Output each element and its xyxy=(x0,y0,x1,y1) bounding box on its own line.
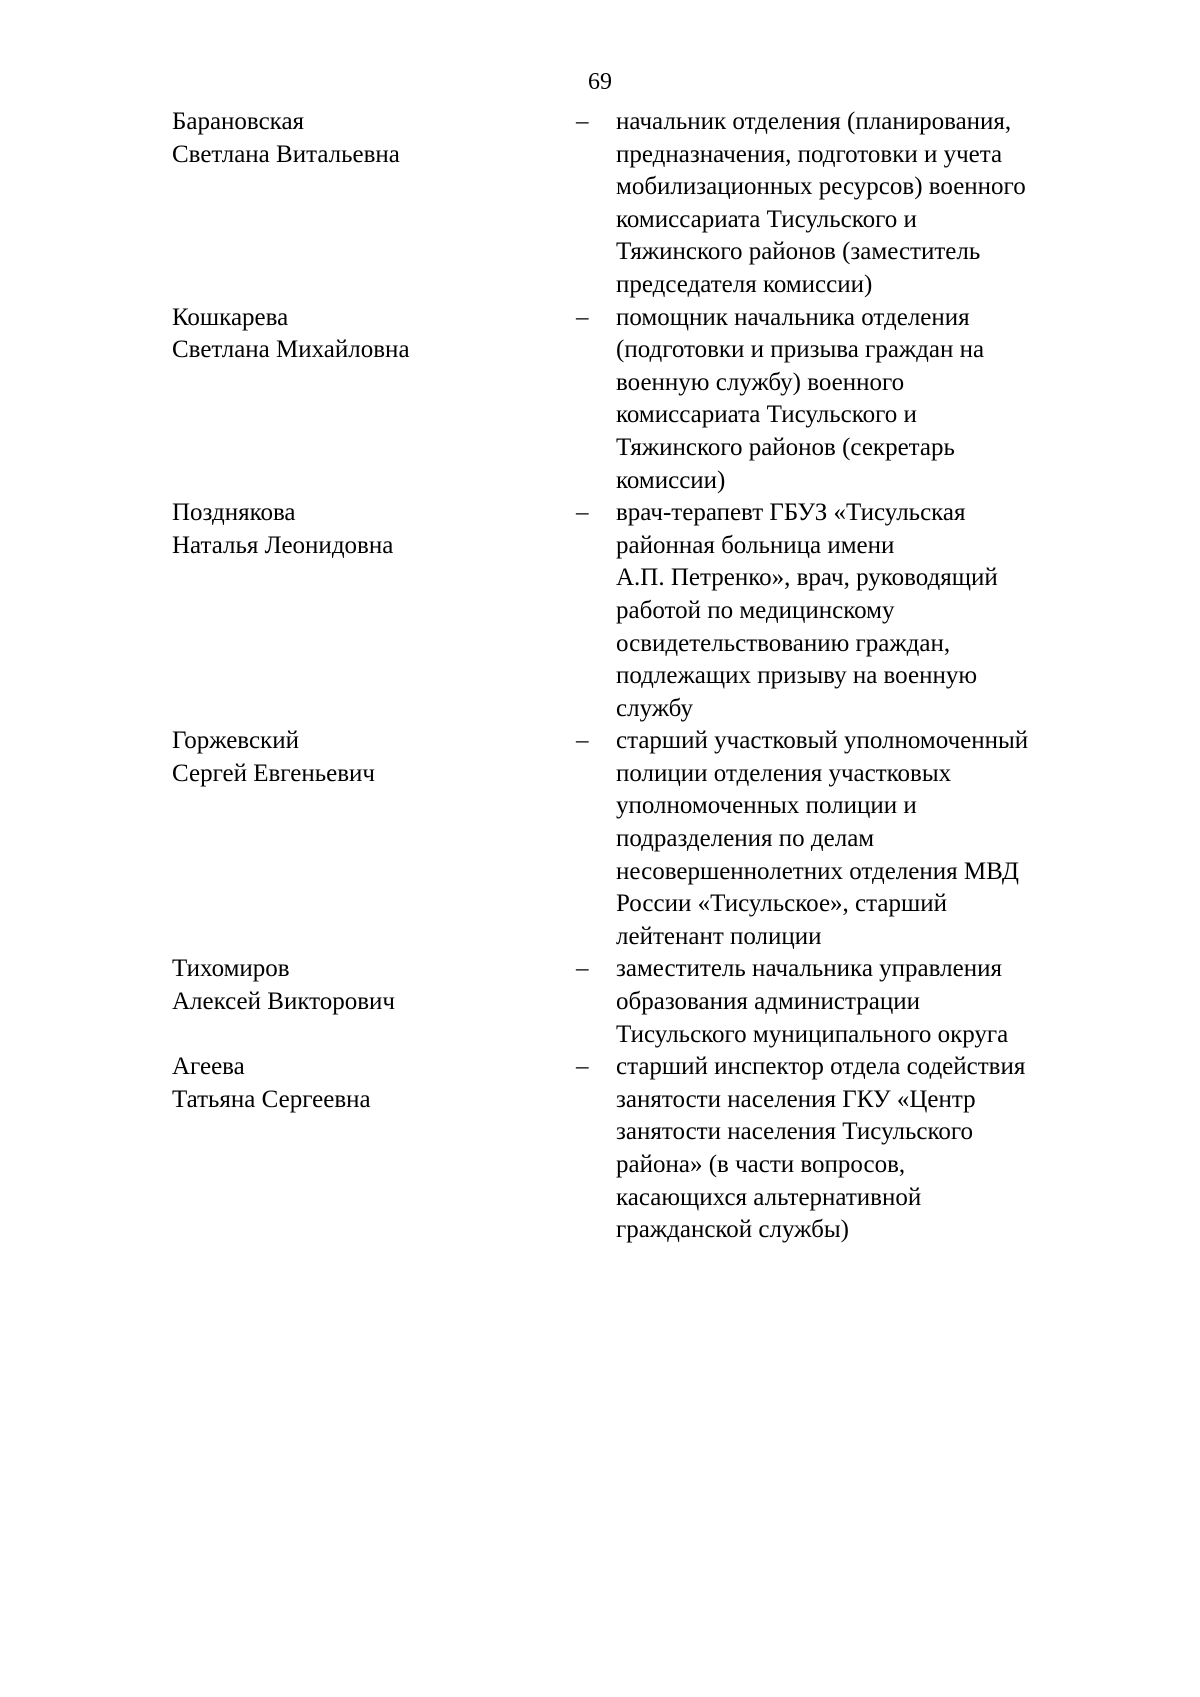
member-row-ageeva xyxy=(0,1051,1200,1247)
member-dash: – xyxy=(576,727,589,755)
member-given-names: Светлана Михайловна xyxy=(172,336,410,364)
member-role: врач-терапевт ГБУЗ «Тисульская районная больница имени А.П. Петренко», врач, руководящий работой по медицинскому освидетельствованию граждан, подлежащих призыву на военную службу xyxy=(616,499,998,722)
member-row-tikhomirov xyxy=(0,953,1200,1051)
member-given-names: Светлана Витальевна xyxy=(172,140,400,168)
member-surname: Барановская xyxy=(172,108,305,135)
member-role: заместитель начальника управления образования администрации Тисульского муниципального округа xyxy=(616,955,1009,1048)
member-given-names: Татьяна Сергеевна xyxy=(172,1085,371,1113)
member-row-baranovskaya xyxy=(0,106,1200,302)
member-surname: Агеева xyxy=(172,1053,245,1081)
member-dash: – xyxy=(576,955,589,983)
member-dash: – xyxy=(576,108,589,135)
member-dash: – xyxy=(576,499,589,527)
member-dash: – xyxy=(576,1053,589,1081)
member-name xyxy=(172,953,552,1018)
member-name xyxy=(172,302,552,367)
member-dash: – xyxy=(576,303,589,331)
member-row-gorzhevsky xyxy=(0,725,1200,953)
member-name xyxy=(172,106,552,171)
member-surname: Позднякова xyxy=(172,499,296,527)
member-role: старший инспектор отдела содействия занятости населения ГКУ «Центр занятости населения Тисульского района» (в части вопросов, касающихся альтернативной гражданской службы) xyxy=(616,1053,1026,1244)
member-surname: Кошкарева xyxy=(172,303,289,331)
member-given-names: Сергей Евгеньевич xyxy=(172,759,375,787)
member-name xyxy=(172,725,552,790)
member-role: помощник начальника отделения (подготовки и призыва граждан на военную службу) военного комиссариата Тисульского и Тяжинского районов (секретарь комиссии) xyxy=(616,303,985,494)
member-given-names: Алексей Викторович xyxy=(172,988,395,1016)
member-role: старший участковый уполномоченный полиции отделения участковых уполномоченных полиции и подразделения по делам несовершеннолетних отделения МВД России «Тисульское», старший лейтенант полиции xyxy=(616,727,1029,950)
member-row-koshkareva xyxy=(0,302,1200,498)
member-surname: Горжевский xyxy=(172,727,299,755)
page-number: 69 xyxy=(588,69,612,95)
member-name xyxy=(172,497,552,562)
member-given-names: Наталья Леонидовна xyxy=(172,531,394,559)
member-surname: Тихомиров xyxy=(172,955,290,983)
member-row-pozdnyakova xyxy=(0,497,1200,725)
commission-members-list xyxy=(0,106,1200,1247)
member-name xyxy=(172,1051,552,1116)
member-role: начальник отделения (планирования, предназначения, подготовки и учета мобилизационных ресурсов) военного комиссариата Тисульского и Тяжинского районов (заместитель председателя комиссии) xyxy=(616,108,1026,298)
